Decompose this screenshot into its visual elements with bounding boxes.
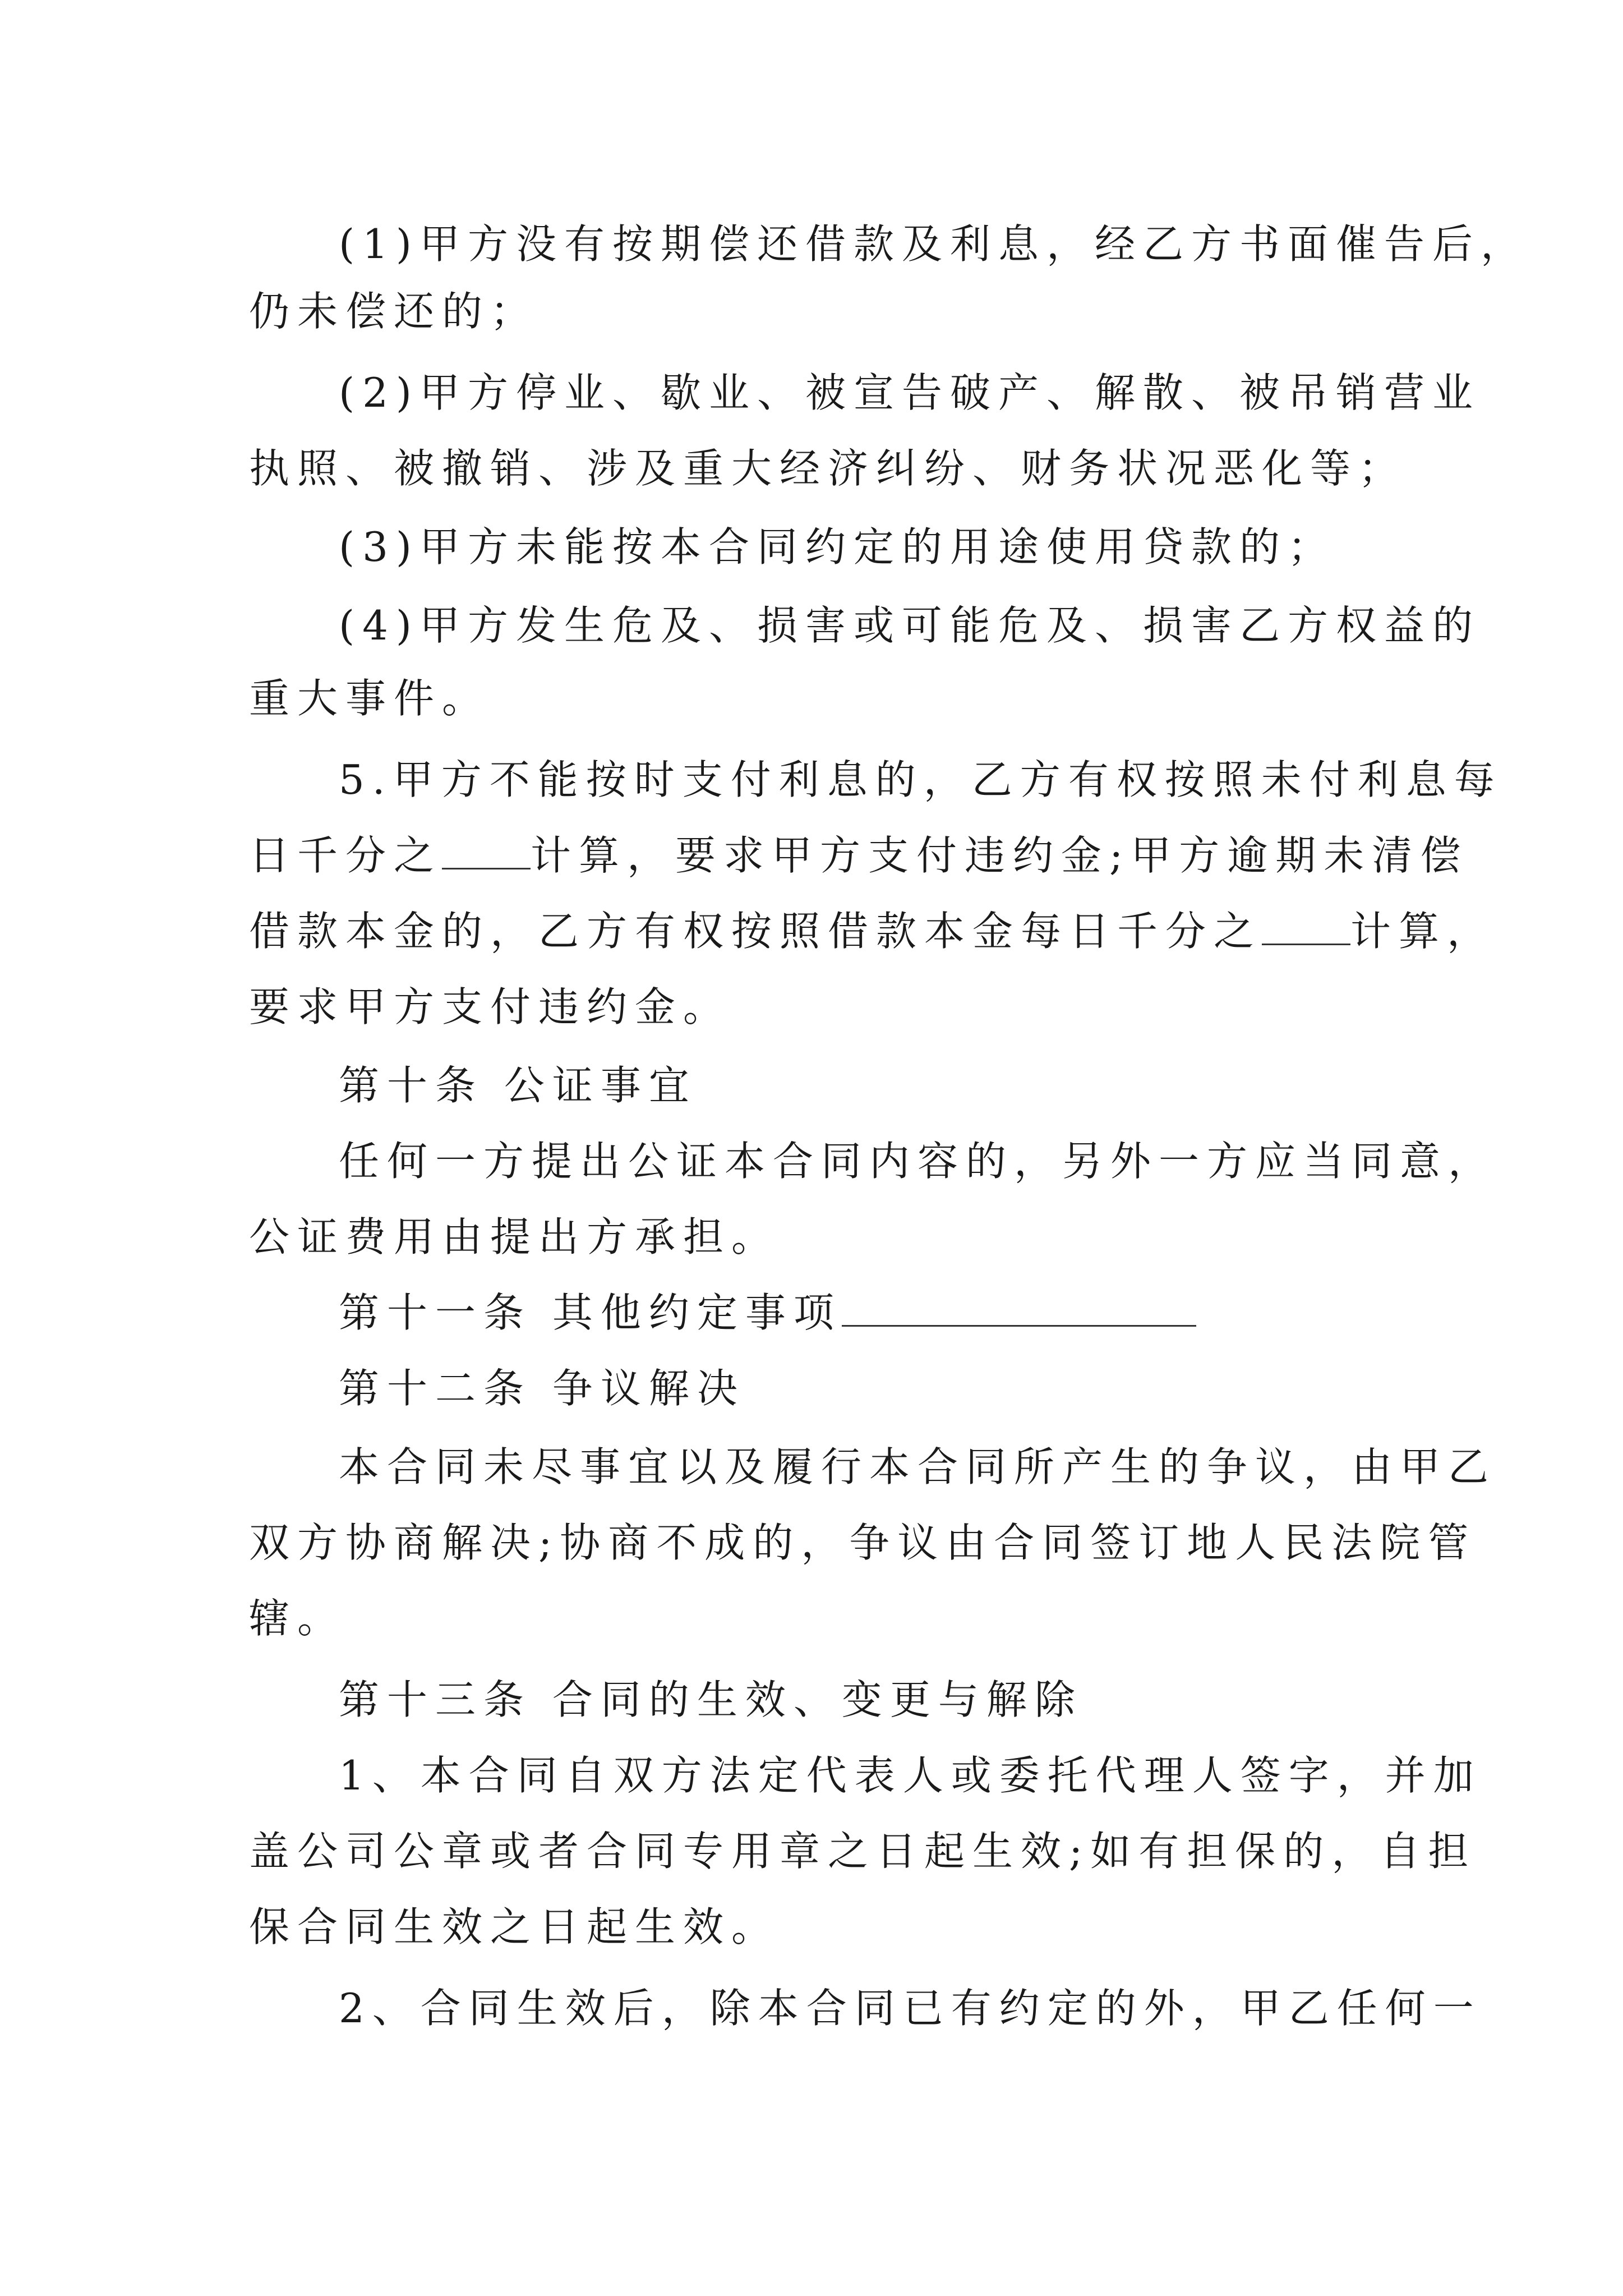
clause-5-line-1: 5.甲方不能按时支付利息的，乙方有权按照未付利息每 [339, 756, 1502, 803]
clause-4-item-4-line-1: (4)甲方发生危及、损害或可能危及、损害乙方权益的 [339, 602, 1481, 649]
article-12-body-line-1: 本合同未尽事宜以及履行本合同所产生的争议，由甲乙 [339, 1443, 1497, 1490]
clause-4-item-1-line-1: (1)甲方没有按期偿还借款及利息，经乙方书面催告后， [339, 220, 1529, 268]
clause-4-item-2-line-2: 执照、被撤销、涉及重大经济纠纷、财务状况恶化等； [249, 445, 1407, 492]
article-12-heading: 第十二条 争议解决 [339, 1365, 745, 1412]
article-11-heading [339, 1285, 1196, 1341]
clause-5-line-2 [249, 827, 1468, 884]
blank-underline [842, 1290, 1196, 1327]
clause-4-item-2-line-1: (2)甲方停业、歇业、被宣告破产、解散、被吊销营业 [339, 369, 1481, 416]
article-11-text: 第十一条 其他约定事项 [339, 1289, 842, 1336]
clause-4-item-4-line-2: 重大事件。 [249, 675, 491, 722]
article-10-body-line-1: 任何一方提出公证本合同内容的，另外一方应当同意， [339, 1138, 1497, 1185]
clause-5-text-c: 借款本金的，乙方有权按照借款本金每日千分之 [249, 908, 1262, 955]
clause-5-text-a: 日千分之 [249, 832, 442, 879]
article-10-body-line-2: 公证费用由提出方承担。 [249, 1213, 780, 1260]
article-13-item-1-line-1: 1、本合同自双方法定代表人或委托代理人签字，并加 [339, 1752, 1482, 1799]
article-13-item-1-line-3: 保合同生效之日起生效。 [249, 1903, 780, 1950]
clause-5-text-b: 计算，要求甲方支付违约金;甲方逾期未清偿 [531, 832, 1469, 879]
clause-5-line-4: 要求甲方支付违约金。 [249, 983, 732, 1030]
article-12-body-line-3: 辖。 [249, 1595, 346, 1642]
clause-5-line-3 [249, 903, 1495, 959]
blank-underline [442, 833, 531, 869]
article-13-item-2-line-1: 2、合同生效后，除本合同已有约定的外，甲乙任何一 [339, 1985, 1482, 2032]
article-12-body-line-2: 双方协商解决;协商不成的，争议由合同签订地人民法院管 [249, 1519, 1477, 1566]
article-13-item-1-line-2: 盖公司公章或者合同专用章之日起生效;如有担保的，自担 [249, 1828, 1477, 1875]
clause-5-text-d: 计算， [1350, 908, 1496, 955]
blank-underline [1262, 909, 1350, 945]
article-13-heading: 第十三条 合同的生效、变更与解除 [339, 1676, 1083, 1723]
clause-4-item-3: (3)甲方未能按本合同约定的用途使用贷款的； [339, 523, 1336, 570]
article-10-heading: 第十条 公证事宜 [339, 1062, 697, 1109]
clause-4-item-1-line-2: 仍未偿还的； [249, 288, 539, 335]
